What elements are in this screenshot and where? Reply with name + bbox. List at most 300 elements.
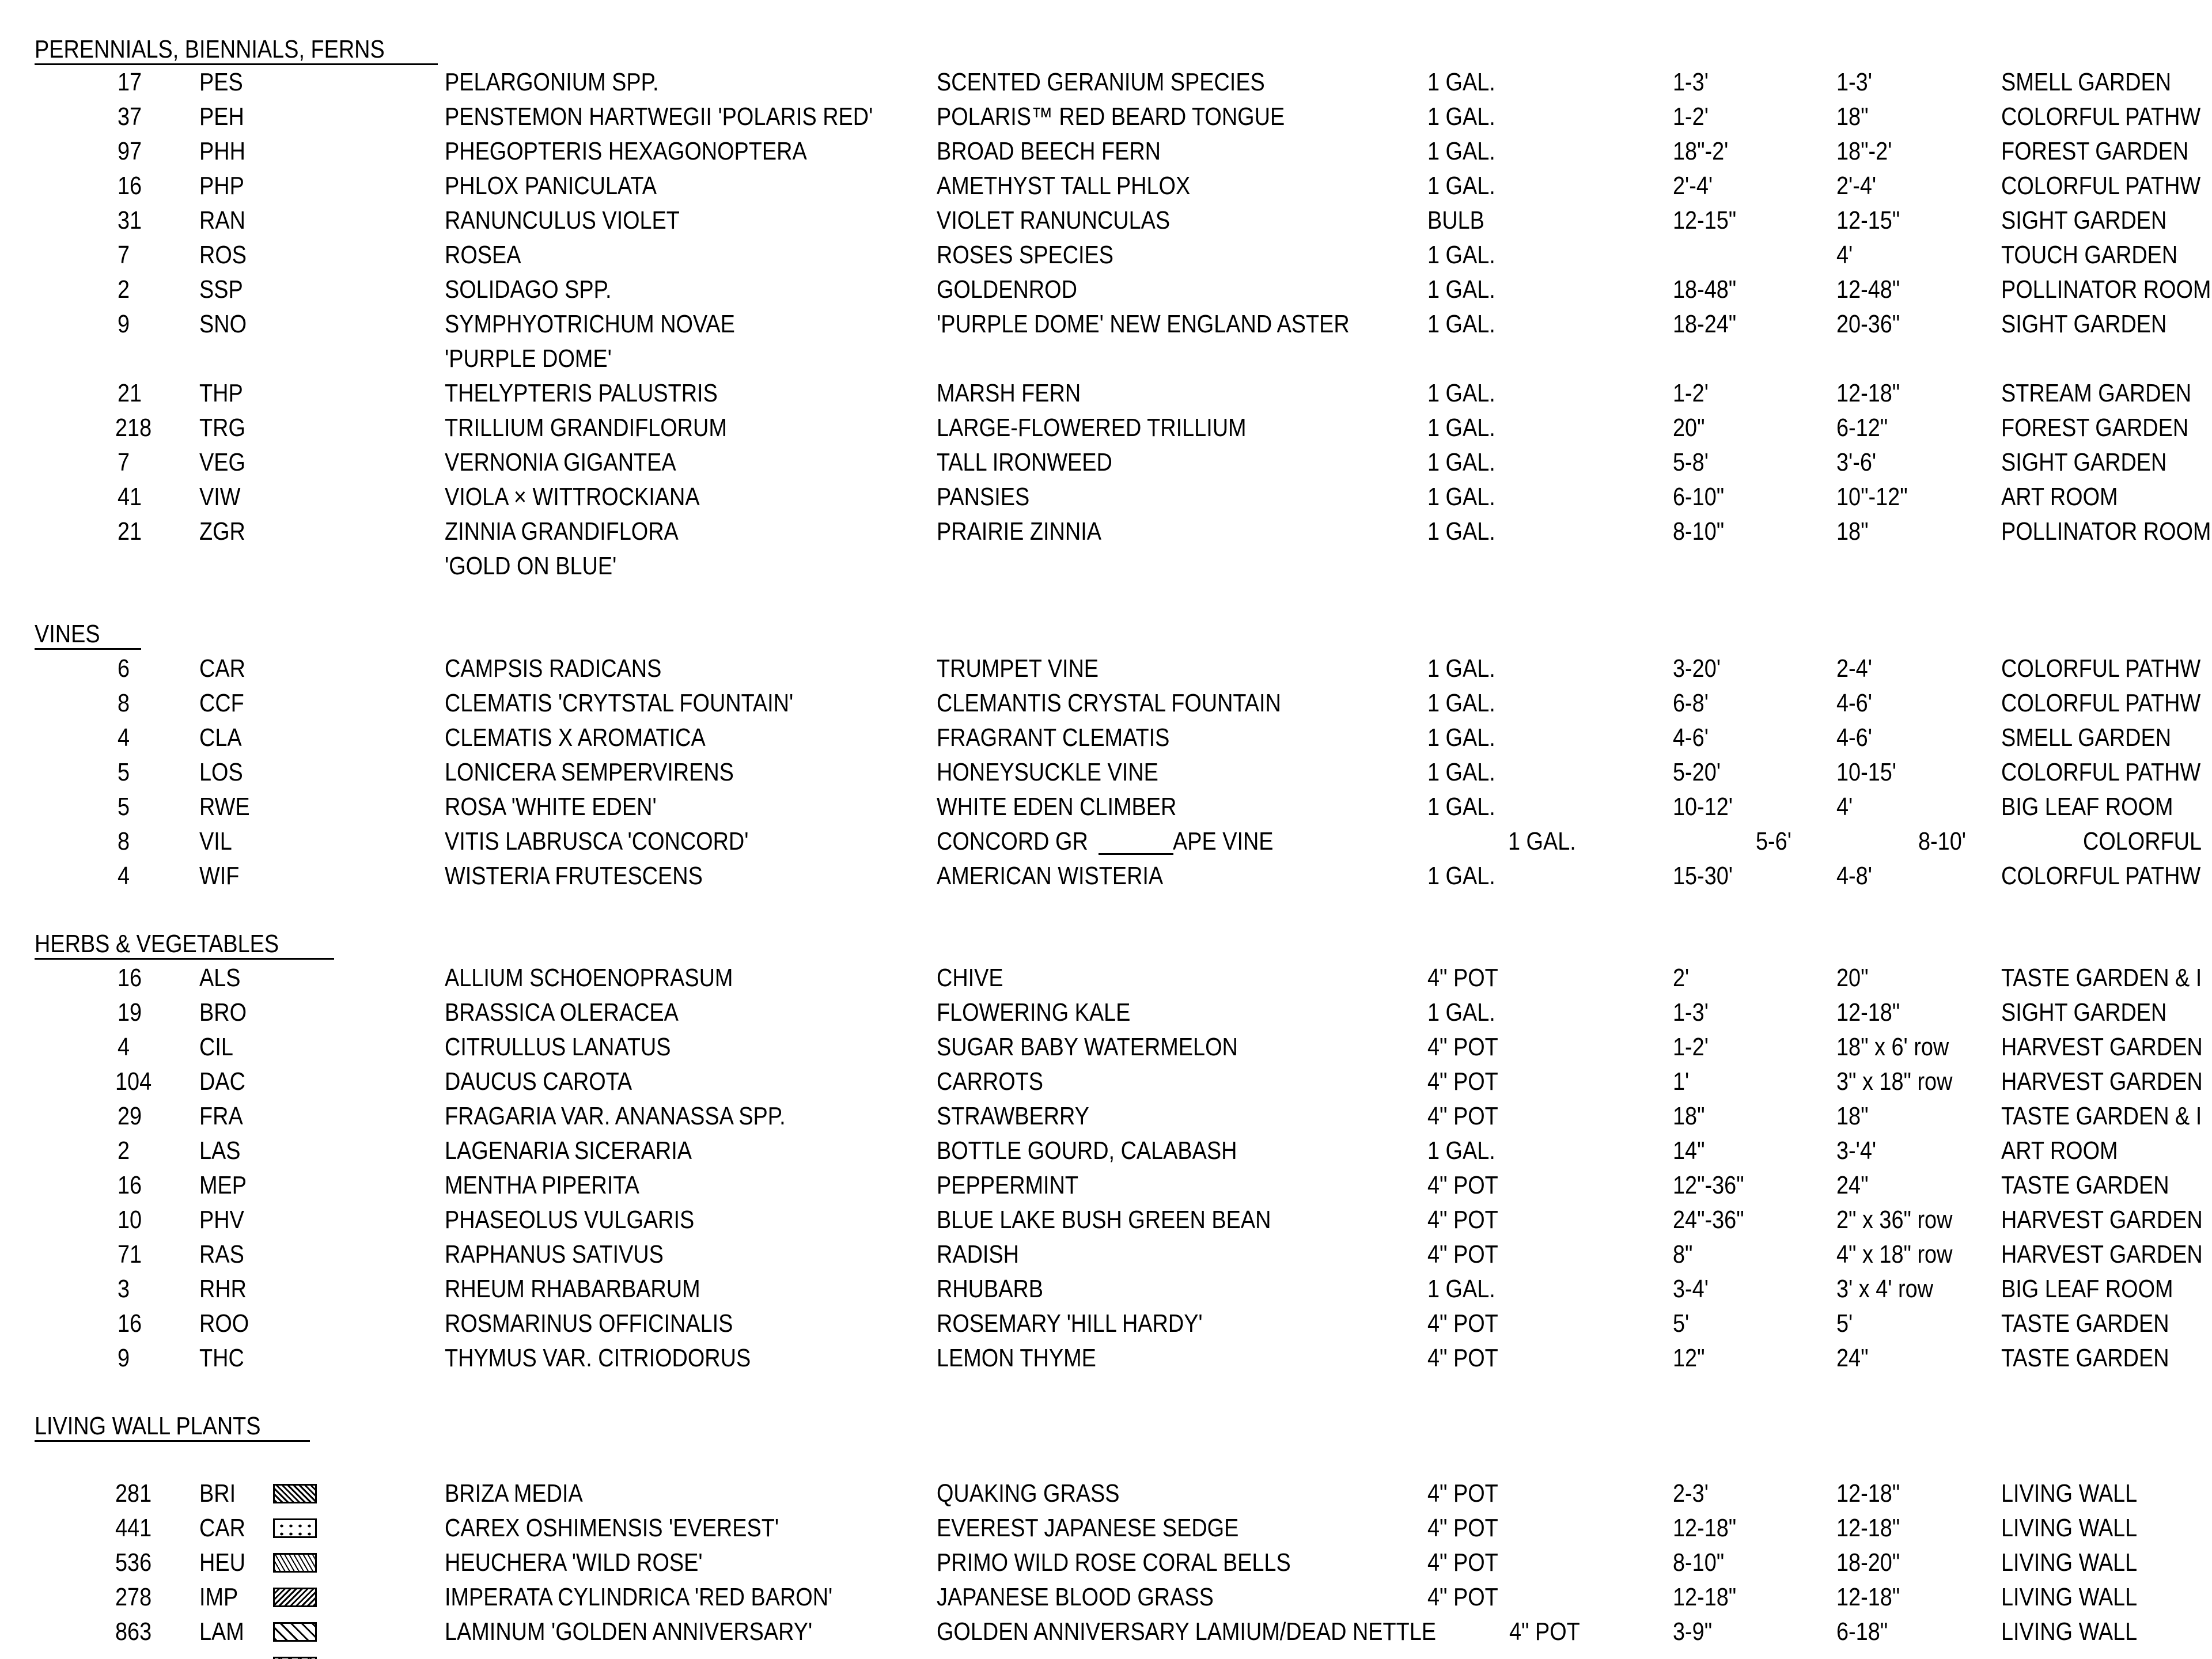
- quantity-cell: 7: [118, 241, 130, 269]
- quantity-cell: 10: [118, 1206, 142, 1234]
- common-name-cell: HONEYSUCKLE VINE: [937, 758, 1158, 786]
- common-name-cell: SCENTED GERANIUM SPECIES: [937, 68, 1265, 96]
- botanical-name-cell: BRASSICA OLERACEA: [445, 998, 679, 1027]
- botanical-name-cell: IMPERATA CYLINDRICA 'RED BARON': [445, 1583, 833, 1611]
- common-name-cell: AMERICAN WISTERIA: [937, 862, 1164, 890]
- spread-cell: 20-36": [1836, 310, 1900, 338]
- location-cell: TASTE GARDEN & I: [2001, 1102, 2202, 1130]
- common-name-cell: TALL IRONWEED: [937, 448, 1112, 476]
- botanical-name-cell: CLEMATIS X AROMATICA: [445, 724, 706, 752]
- height-cell: 5-8': [1673, 448, 1709, 476]
- location-cell: STREAM GARDEN: [2001, 379, 2192, 407]
- height-cell: 1-2': [1673, 103, 1709, 131]
- common-name-cell: AMETHYST TALL PHLOX: [937, 172, 1191, 200]
- code-cell: PEH: [199, 103, 244, 131]
- container-size-cell: 4" POT: [1427, 1583, 1498, 1611]
- code-cell: RAN: [199, 206, 245, 234]
- code-cell: VIW: [199, 483, 241, 511]
- height-cell: 10-12': [1673, 793, 1733, 821]
- spread-cell: 4-6': [1836, 689, 1872, 717]
- location-cell: HARVEST GARDEN: [2001, 1067, 2203, 1096]
- height-cell: 1-2': [1673, 1033, 1709, 1061]
- height-cell: 18-24": [1673, 310, 1737, 338]
- quantity-cell: 281: [115, 1479, 152, 1508]
- spread-cell: 24": [1836, 1171, 1869, 1199]
- botanical-name-cell: RANUNCULUS VIOLET: [445, 206, 680, 234]
- quantity-cell: 9: [118, 1344, 130, 1372]
- height-cell: 18-48": [1673, 275, 1737, 304]
- common-name-cell: ROSEMARY 'HILL HARDY': [937, 1309, 1203, 1338]
- container-size-cell: 4" POT: [1509, 1618, 1580, 1646]
- code-cell: WIF: [199, 862, 240, 890]
- botanical-name-cell: TRILLIUM GRANDIFLORUM: [445, 414, 727, 442]
- code-cell: HEU: [199, 1548, 245, 1577]
- quantity-cell: 17: [118, 68, 142, 96]
- botanical-name-cell: SOLIDAGO SPP.: [445, 275, 612, 304]
- quantity-cell: 9: [118, 310, 130, 338]
- quantity-cell: 278: [115, 1583, 152, 1611]
- spread-cell: 12-18": [1836, 379, 1900, 407]
- code-cell: RAS: [199, 1240, 244, 1268]
- height-cell: 12-18": [1673, 1583, 1737, 1611]
- botanical-name-cell: PHASEOLUS VULGARIS: [445, 1206, 695, 1234]
- spread-cell: 6-18": [1836, 1618, 1888, 1646]
- container-size-cell: 1 GAL.: [1427, 379, 1495, 407]
- code-cell: ALS: [199, 964, 241, 992]
- quantity-cell: 29: [118, 1102, 142, 1130]
- spread-cell: 2" x 36" row: [1836, 1206, 1953, 1234]
- height-cell: 14": [1673, 1137, 1705, 1165]
- botanical-name-cell: ZINNIA GRANDIFLORA: [445, 517, 679, 546]
- location-cell: ART ROOM: [2001, 483, 2118, 511]
- section-heading: LIVING WALL PLANTS: [35, 1412, 261, 1440]
- botanical-name-cell: DAUCUS CAROTA: [445, 1067, 632, 1096]
- hatch-pattern-swatch: [273, 1657, 317, 1659]
- code-cell: PHP: [199, 172, 244, 200]
- heading-underline: [35, 1440, 310, 1442]
- botanical-name-cell: VERNONIA GIGANTEA: [445, 448, 676, 476]
- common-name-cell: ROSES SPECIES: [937, 241, 1114, 269]
- code-cell: THP: [199, 379, 243, 407]
- code-cell: ROO: [199, 1309, 249, 1338]
- location-cell: SMELL GARDEN: [2001, 724, 2172, 752]
- height-cell: 1': [1673, 1067, 1690, 1096]
- quantity-cell: 8: [118, 827, 130, 855]
- common-name-cell: TRUMPET VINE: [937, 654, 1099, 683]
- location-cell: COLORFUL: [2083, 827, 2202, 855]
- container-size-cell: 4" POT: [1427, 1067, 1498, 1096]
- spread-cell: 1-3': [1836, 68, 1872, 96]
- height-cell: 12-18": [1673, 1514, 1737, 1542]
- location-cell: COLORFUL PATHW: [2001, 862, 2201, 890]
- botanical-name-cell: FRAGARIA VAR. ANANASSA SPP.: [445, 1102, 786, 1130]
- height-cell: 5-6': [1756, 827, 1791, 855]
- location-cell: COLORFUL PATHW: [2001, 172, 2201, 200]
- height-cell: 18": [1673, 1102, 1705, 1130]
- location-cell: COLORFUL PATHW: [2001, 689, 2201, 717]
- container-size-cell: 1 GAL.: [1427, 137, 1495, 165]
- location-cell: HARVEST GARDEN: [2001, 1033, 2203, 1061]
- container-size-cell: 4" POT: [1427, 1548, 1498, 1577]
- height-cell: 5-20': [1673, 758, 1721, 786]
- location-cell: POLLINATOR ROOM: [2001, 517, 2211, 546]
- botanical-name-cell: HEUCHERA 'WILD ROSE': [445, 1548, 703, 1577]
- botanical-name-cell: MENTHA PIPERITA: [445, 1171, 639, 1199]
- common-name-cell: BROAD BEECH FERN: [937, 137, 1161, 165]
- common-name-cell: WHITE EDEN CLIMBER: [937, 793, 1177, 821]
- container-size-cell: 1 GAL.: [1427, 758, 1495, 786]
- container-size-cell: 1 GAL.: [1427, 103, 1495, 131]
- botanical-name-cell: LONICERA SEMPERVIRENS: [445, 758, 734, 786]
- code-cell: CAR: [199, 654, 245, 683]
- spread-cell: 3" x 18" row: [1836, 1067, 1953, 1096]
- botanical-name-cell: PHLOX PANICULATA: [445, 172, 657, 200]
- spread-cell: 2'-4': [1836, 172, 1877, 200]
- botanical-name-cell: CITRULLUS LANATUS: [445, 1033, 671, 1061]
- height-cell: 3-4': [1673, 1275, 1709, 1303]
- container-size-cell: 1 GAL.: [1427, 310, 1495, 338]
- location-cell: LIVING WALL: [2001, 1479, 2138, 1508]
- common-name-cell: SUGAR BABY WATERMELON: [937, 1033, 1238, 1061]
- common-name-cell: PANSIES: [937, 483, 1030, 511]
- container-size-cell: 1 GAL.: [1508, 827, 1576, 855]
- code-cell: FRA: [199, 1102, 243, 1130]
- location-cell: TOUCH GARDEN: [2001, 241, 2178, 269]
- common-name-cell-continued: APE VINE: [1173, 827, 1274, 855]
- quantity-cell: 41: [118, 483, 142, 511]
- container-size-cell: 1 GAL.: [1427, 241, 1495, 269]
- quantity-cell: 19: [118, 998, 142, 1027]
- code-cell: PHV: [199, 1206, 244, 1234]
- spread-cell: 4" x 18" row: [1836, 1240, 1953, 1268]
- location-cell: COLORFUL PATHW: [2001, 654, 2201, 683]
- botanical-name-cell: VITIS LABRUSCA 'CONCORD': [445, 827, 749, 855]
- section-heading: HERBS & VEGETABLES: [35, 930, 279, 958]
- spread-cell: 10"-12": [1836, 483, 1908, 511]
- container-size-cell: 4" POT: [1427, 1514, 1498, 1542]
- location-cell: SIGHT GARDEN: [2001, 998, 2167, 1027]
- code-cell: PES: [199, 68, 243, 96]
- height-cell: 2': [1673, 964, 1690, 992]
- code-cell: LAS: [199, 1137, 241, 1165]
- code-cell: TRG: [199, 414, 245, 442]
- spread-cell: 4': [1836, 793, 1853, 821]
- quantity-cell: 6: [118, 654, 130, 683]
- code-cell: DAC: [199, 1067, 245, 1096]
- container-size-cell: 1 GAL.: [1427, 448, 1495, 476]
- code-cell: CCF: [199, 689, 244, 717]
- common-name-cell: PEPPERMINT: [937, 1171, 1079, 1199]
- quantity-cell: 71: [118, 1240, 142, 1268]
- container-size-cell: 1 GAL.: [1427, 654, 1495, 683]
- height-cell: 12-15": [1673, 206, 1737, 234]
- code-cell: PHH: [199, 137, 245, 165]
- spread-cell: 3'-6': [1836, 448, 1877, 476]
- spread-cell: 3-'4': [1836, 1137, 1877, 1165]
- common-name-cell: CHIVE: [937, 964, 1003, 992]
- height-cell: 1-3': [1673, 68, 1709, 96]
- container-size-cell: 1 GAL.: [1427, 68, 1495, 96]
- height-cell: 1-3': [1673, 998, 1709, 1027]
- spread-cell: 18": [1836, 1102, 1869, 1130]
- location-cell: ART ROOM: [2001, 1137, 2118, 1165]
- quantity-cell: 4: [118, 1033, 130, 1061]
- container-size-cell: 4" POT: [1427, 1171, 1498, 1199]
- code-cell: LAM: [199, 1618, 244, 1646]
- quantity-cell: 536: [115, 1548, 152, 1577]
- botanical-name-cell: ALLIUM SCHOENOPRASUM: [445, 964, 733, 992]
- code-cell: RWE: [199, 793, 250, 821]
- quantity-cell: 8: [118, 689, 130, 717]
- container-size-cell: 1 GAL.: [1427, 689, 1495, 717]
- location-cell: FOREST GARDEN: [2001, 414, 2189, 442]
- quantity-cell: 863: [115, 1618, 152, 1646]
- spread-cell: 4': [1836, 241, 1853, 269]
- quantity-cell: 5: [118, 758, 130, 786]
- botanical-name-cell: BRIZA MEDIA: [445, 1479, 583, 1508]
- container-size-cell: 1 GAL.: [1427, 998, 1495, 1027]
- common-name-cell: LARGE-FLOWERED TRILLIUM: [937, 414, 1247, 442]
- botanical-name-cell: ROSA 'WHITE EDEN': [445, 793, 657, 821]
- hatch-pattern-swatch: [273, 1484, 317, 1503]
- code-cell: CIL: [199, 1033, 233, 1061]
- spread-cell: 24": [1836, 1344, 1869, 1372]
- container-size-cell: 4" POT: [1427, 1033, 1498, 1061]
- code-cell: MEP: [199, 1171, 247, 1199]
- location-cell: LIVING WALL: [2001, 1548, 2138, 1577]
- height-cell: 2-3': [1673, 1479, 1709, 1508]
- spread-cell: 4-8': [1836, 862, 1872, 890]
- section-heading: VINES: [35, 620, 100, 648]
- common-name-cell: BOTTLE GOURD, CALABASH: [937, 1137, 1237, 1165]
- common-name-cell: 'PURPLE DOME' NEW ENGLAND ASTER: [937, 310, 1350, 338]
- height-cell: 3-9": [1673, 1618, 1713, 1646]
- container-size-cell: 4" POT: [1427, 964, 1498, 992]
- botanical-name-cell: PENSTEMON HARTWEGII 'POLARIS RED': [445, 103, 873, 131]
- location-cell: SMELL GARDEN: [2001, 68, 2172, 96]
- code-cell: VIL: [199, 827, 232, 855]
- container-size-cell: 1 GAL.: [1427, 862, 1495, 890]
- location-cell: FOREST GARDEN: [2001, 137, 2189, 165]
- spread-cell: 12-18": [1836, 998, 1900, 1027]
- location-cell: COLORFUL PATHW: [2001, 103, 2201, 131]
- common-name-cell: QUAKING GRASS: [937, 1479, 1120, 1508]
- code-cell: CAR: [199, 1514, 245, 1542]
- common-name-cell: PRAIRIE ZINNIA: [937, 517, 1101, 546]
- botanical-name-cell: CAREX OSHIMENSIS 'EVEREST': [445, 1514, 779, 1542]
- spread-cell: 2-4': [1836, 654, 1872, 683]
- common-name-cell: MARSH FERN: [937, 379, 1081, 407]
- hatch-pattern-swatch: [273, 1588, 317, 1607]
- height-cell: 12"-36": [1673, 1171, 1744, 1199]
- height-cell: 6-10": [1673, 483, 1725, 511]
- container-size-cell: 4" POT: [1427, 1479, 1498, 1508]
- spread-cell: 20": [1836, 964, 1869, 992]
- quantity-cell: 3: [118, 1275, 130, 1303]
- container-size-cell: 1 GAL.: [1427, 414, 1495, 442]
- container-size-cell: 1 GAL.: [1427, 793, 1495, 821]
- botanical-name-cell: LAGENARIA SICERARIA: [445, 1137, 692, 1165]
- height-cell: 12": [1673, 1344, 1705, 1372]
- container-size-cell: BULB: [1427, 206, 1484, 234]
- spread-cell: 12-18": [1836, 1479, 1900, 1508]
- botanical-name-cell: CLEMATIS 'CRYTSTAL FOUNTAIN': [445, 689, 794, 717]
- heading-underline: [35, 648, 141, 650]
- botanical-name-cell-continued: 'GOLD ON BLUE': [445, 552, 617, 580]
- location-cell: TASTE GARDEN & I: [2001, 964, 2202, 992]
- quantity-cell: 21: [118, 517, 142, 546]
- quantity-cell: 16: [118, 1171, 142, 1199]
- quantity-cell: 4: [118, 862, 130, 890]
- container-size-cell: 4" POT: [1427, 1309, 1498, 1338]
- botanical-name-cell: LAMINUM 'GOLDEN ANNIVERSARY': [445, 1618, 813, 1646]
- location-cell: LIVING WALL: [2001, 1583, 2138, 1611]
- botanical-name-cell: RAPHANUS SATIVUS: [445, 1240, 664, 1268]
- location-cell: SIGHT GARDEN: [2001, 448, 2167, 476]
- location-cell: SIGHT GARDEN: [2001, 206, 2167, 234]
- location-cell: SIGHT GARDEN: [2001, 310, 2167, 338]
- heading-underline: [35, 63, 438, 65]
- quantity-cell: 21: [118, 379, 142, 407]
- code-cell: BRO: [199, 998, 247, 1027]
- container-size-cell: 1 GAL.: [1427, 517, 1495, 546]
- quantity-cell: 441: [115, 1514, 152, 1542]
- botanical-name-cell: PELARGONIUM SPP.: [445, 68, 659, 96]
- quantity-cell: 16: [118, 1309, 142, 1338]
- common-name-cell: STRAWBERRY: [937, 1102, 1089, 1130]
- spread-cell: 12-48": [1836, 275, 1900, 304]
- code-cell: IMP: [199, 1583, 238, 1611]
- spread-cell: 12-18": [1836, 1583, 1900, 1611]
- height-cell: 5': [1673, 1309, 1690, 1338]
- container-size-cell: 1 GAL.: [1427, 172, 1495, 200]
- quantity-cell: 4: [118, 724, 130, 752]
- common-name-cell: BLUE LAKE BUSH GREEN BEAN: [937, 1206, 1271, 1234]
- spread-cell: 8-10': [1918, 827, 1966, 855]
- height-cell: 2'-4': [1673, 172, 1713, 200]
- height-cell: 8-10": [1673, 517, 1725, 546]
- container-size-cell: 1 GAL.: [1427, 724, 1495, 752]
- spread-cell: 4-6': [1836, 724, 1872, 752]
- botanical-name-cell: THELYPTERIS PALUSTRIS: [445, 379, 718, 407]
- quantity-cell: 16: [118, 964, 142, 992]
- spread-cell: 10-15': [1836, 758, 1897, 786]
- location-cell: BIG LEAF ROOM: [2001, 1275, 2173, 1303]
- code-cell: ROS: [199, 241, 247, 269]
- code-cell: SNO: [199, 310, 247, 338]
- spread-cell: 18-20": [1836, 1548, 1900, 1577]
- height-cell: 20": [1673, 414, 1705, 442]
- location-cell: TASTE GARDEN: [2001, 1171, 2169, 1199]
- spread-cell: 5': [1836, 1309, 1853, 1338]
- code-cell: VEG: [199, 448, 245, 476]
- quantity-cell: 16: [118, 172, 142, 200]
- quantity-cell: 218: [115, 414, 152, 442]
- heading-underline: [35, 958, 334, 960]
- code-cell: ZGR: [199, 517, 245, 546]
- height-cell: 6-8': [1673, 689, 1709, 717]
- location-cell: POLLINATOR ROOM: [2001, 275, 2211, 304]
- location-cell: TASTE GARDEN: [2001, 1309, 2169, 1338]
- container-size-cell: 4" POT: [1427, 1102, 1498, 1130]
- common-name-cell: LEMON THYME: [937, 1344, 1096, 1372]
- botanical-name-cell: WISTERIA FRUTESCENS: [445, 862, 703, 890]
- quantity-cell: 97: [118, 137, 142, 165]
- common-name-cell: CONCORD GR: [937, 827, 1088, 855]
- spread-cell: 3' x 4' row: [1836, 1275, 1933, 1303]
- height-cell: 8": [1673, 1240, 1693, 1268]
- container-size-cell: 1 GAL.: [1427, 1137, 1495, 1165]
- quantity-cell: 31: [118, 206, 142, 234]
- height-cell: 24"-36": [1673, 1206, 1744, 1234]
- common-name-cell: FLOWERING KALE: [937, 998, 1131, 1027]
- spread-cell: 18"-2': [1836, 137, 1892, 165]
- location-cell: BIG LEAF ROOM: [2001, 793, 2173, 821]
- common-name-cell: GOLDEN ANNIVERSARY LAMIUM/DEAD NETTLE: [937, 1618, 1437, 1646]
- container-size-cell: 4" POT: [1427, 1206, 1498, 1234]
- location-cell: LIVING WALL: [2001, 1618, 2138, 1646]
- spread-cell: 12-15": [1836, 206, 1900, 234]
- botanical-name-cell: ROSMARINUS OFFICINALIS: [445, 1309, 733, 1338]
- botanical-name-cell: PHEGOPTERIS HEXAGONOPTERA: [445, 137, 807, 165]
- hatch-pattern-swatch: [273, 1553, 317, 1573]
- common-name-cell: FRAGRANT CLEMATIS: [937, 724, 1170, 752]
- common-name-cell: GOLDENROD: [937, 275, 1077, 304]
- spread-cell: 6-12": [1836, 414, 1888, 442]
- quantity-cell: 7: [118, 448, 130, 476]
- botanical-name-cell-continued: 'PURPLE DOME': [445, 344, 612, 373]
- common-name-cell: RHUBARB: [937, 1275, 1044, 1303]
- spread-cell: 12-18": [1836, 1514, 1900, 1542]
- container-size-cell: 4" POT: [1427, 1240, 1498, 1268]
- location-cell: COLORFUL PATHW: [2001, 758, 2201, 786]
- height-cell: 18"-2': [1673, 137, 1729, 165]
- common-name-cell: JAPANESE BLOOD GRASS: [937, 1583, 1214, 1611]
- botanical-name-cell: RHEUM RHABARBARUM: [445, 1275, 700, 1303]
- botanical-name-cell: VIOLA × WITTROCKIANA: [445, 483, 700, 511]
- hatch-pattern-swatch: [273, 1622, 317, 1642]
- location-cell: HARVEST GARDEN: [2001, 1206, 2203, 1234]
- botanical-name-cell: ROSEA: [445, 241, 521, 269]
- hatch-pattern-swatch: [273, 1518, 317, 1538]
- quantity-cell: 5: [118, 793, 130, 821]
- quantity-cell: 2: [118, 275, 130, 304]
- botanical-name-cell: CAMPSIS RADICANS: [445, 654, 662, 683]
- quantity-cell: 104: [115, 1067, 152, 1096]
- common-name-cell: VIOLET RANUNCULAS: [937, 206, 1171, 234]
- height-cell: 15-30': [1673, 862, 1733, 890]
- location-cell: TASTE GARDEN: [2001, 1344, 2169, 1372]
- location-cell: LIVING WALL: [2001, 1514, 2138, 1542]
- height-cell: 1-2': [1673, 379, 1709, 407]
- height-cell: 8-10": [1673, 1548, 1725, 1577]
- code-cell: SSP: [199, 275, 243, 304]
- quantity-cell: 37: [118, 103, 142, 131]
- botanical-name-cell: THYMUS VAR. CITRIODORUS: [445, 1344, 751, 1372]
- common-name-cell: CARROTS: [937, 1067, 1044, 1096]
- blank-underline: [1099, 853, 1173, 855]
- height-cell: 4-6': [1673, 724, 1709, 752]
- quantity-cell: 2: [118, 1137, 130, 1165]
- spread-cell: 18": [1836, 103, 1869, 131]
- code-cell: THC: [199, 1344, 244, 1372]
- common-name-cell: EVEREST JAPANESE SEDGE: [937, 1514, 1239, 1542]
- code-cell: RHR: [199, 1275, 247, 1303]
- common-name-cell: POLARIS™ RED BEARD TONGUE: [937, 103, 1285, 131]
- container-size-cell: 4" POT: [1427, 1344, 1498, 1372]
- container-size-cell: 1 GAL.: [1427, 1275, 1495, 1303]
- botanical-name-cell: SYMPHYOTRICHUM NOVAE: [445, 310, 735, 338]
